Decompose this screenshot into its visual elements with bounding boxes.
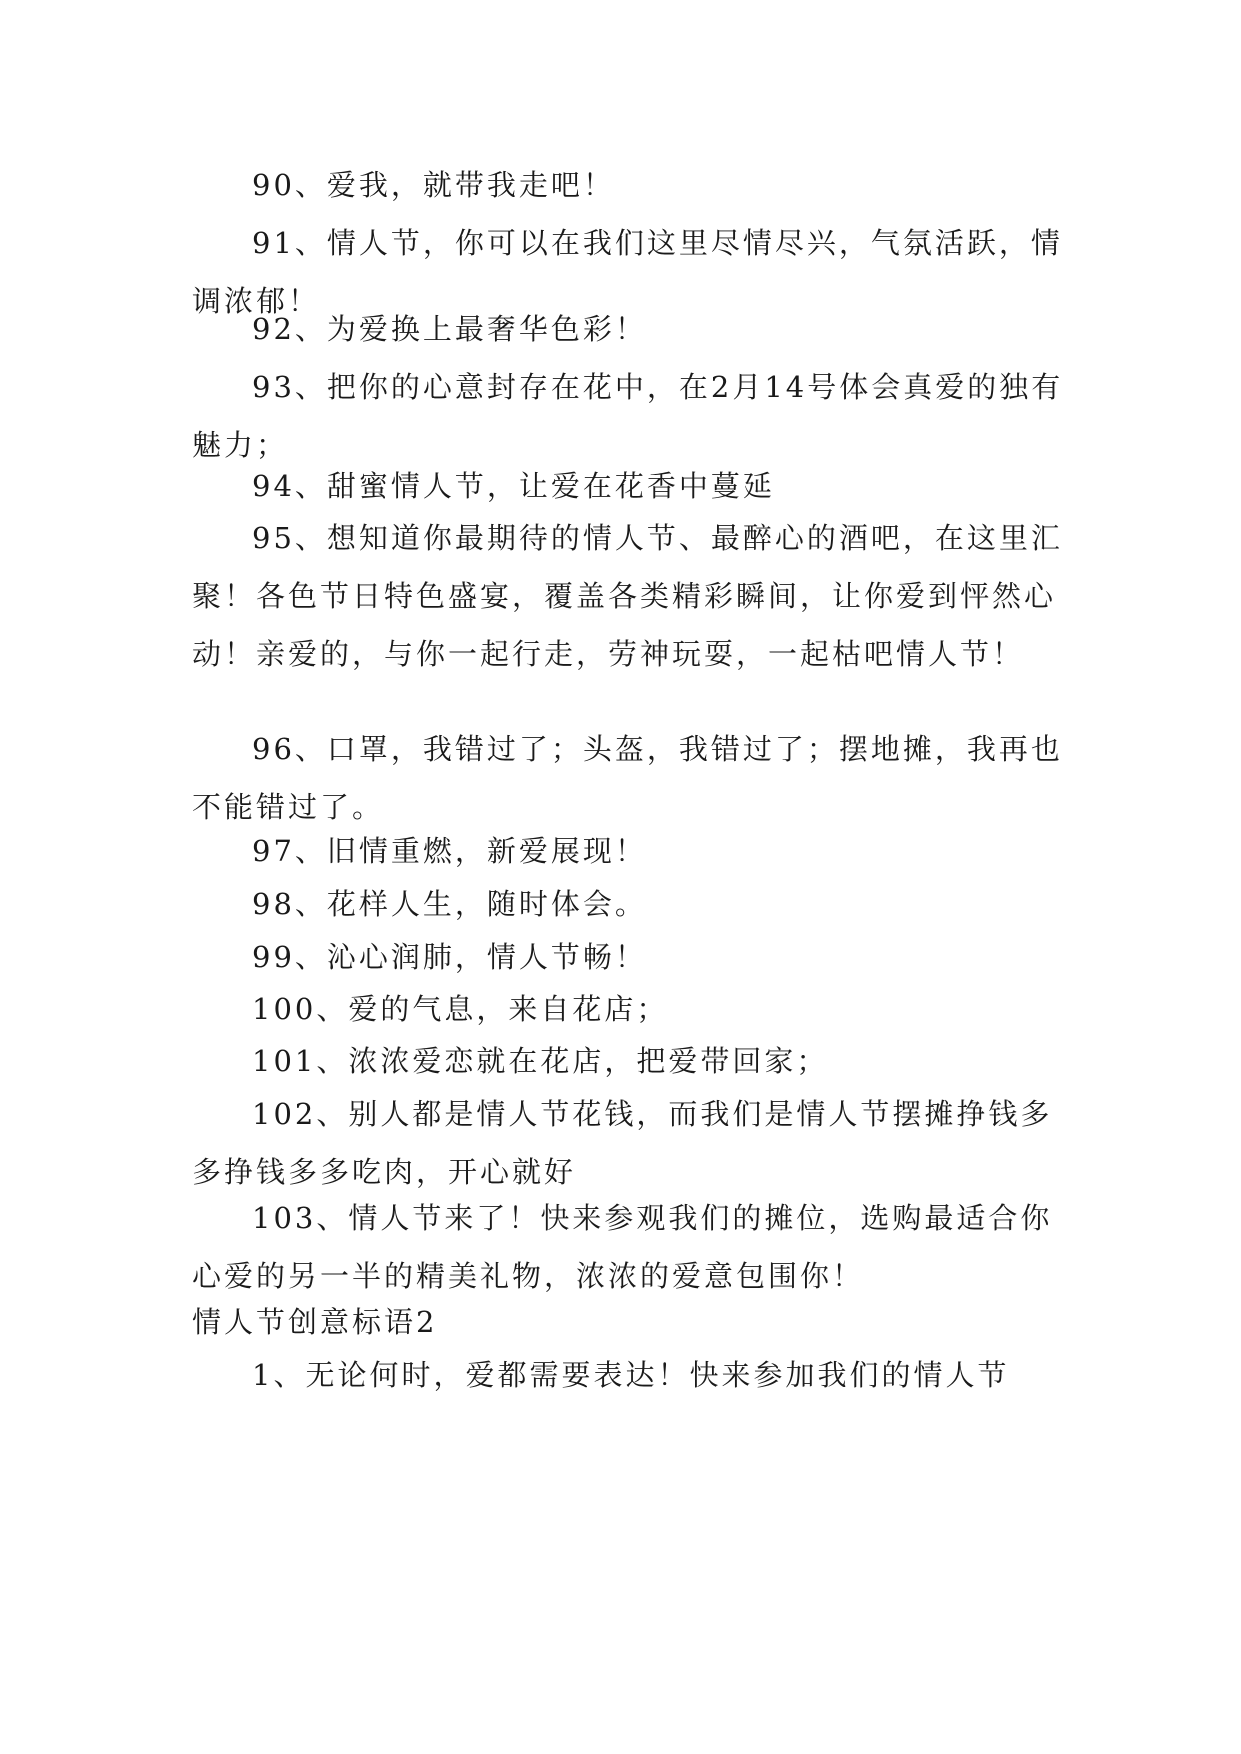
list-item: 98、花样人生，随时体会。 — [252, 887, 647, 921]
list-item: 93、把你的心意封存在花中，在2月14号体会真爱的独有魅力； — [192, 370, 1064, 462]
section-heading: 情人节创意标语2 — [192, 1305, 438, 1339]
list-item: 101、浓浓爱恋就在花店，把爱带回家； — [252, 1044, 829, 1078]
list-item: 99、沁心润肺，情人节畅！ — [252, 940, 647, 974]
list-item: 103、情人节来了！快来参观我们的摊位，选购最适合你心爱的另一半的精美礼物，浓浓的爱意包围你！ — [192, 1201, 1053, 1293]
list-item: 97、旧情重燃，新爱展现！ — [252, 834, 647, 868]
list-item: 92、为爱换上最奢华色彩！ — [252, 312, 647, 346]
list-item: 1、无论何时，爱都需要表达！快来参加我们的情人节 — [252, 1358, 1010, 1392]
list-item: 90、爱我，就带我走吧！ — [252, 168, 615, 202]
list-item: 102、别人都是情人节花钱，而我们是情人节摆摊挣钱多多挣钱多多吃肉，开心就好 — [192, 1097, 1053, 1189]
list-item: 95、想知道你最期待的情人节、最醉心的酒吧，在这里汇聚！各色节日特色盛宴，覆盖各类精彩瞬间，让你爱到怦然心动！亲爱的，与你一起行走，劳神玩耍，一起枯吧情人节！ — [192, 521, 1063, 671]
list-item: 94、甜蜜情人节，让爱在花香中蔓延 — [252, 469, 775, 503]
list-item: 100、爱的气息，来自花店； — [252, 992, 669, 1026]
list-item: 91、情人节，你可以在我们这里尽情尽兴，气氛活跃，情调浓郁！ — [192, 226, 1063, 318]
list-item: 96、口罩，我错过了；头盔，我错过了；摆地摊，我再也不能错过了。 — [192, 732, 1063, 824]
